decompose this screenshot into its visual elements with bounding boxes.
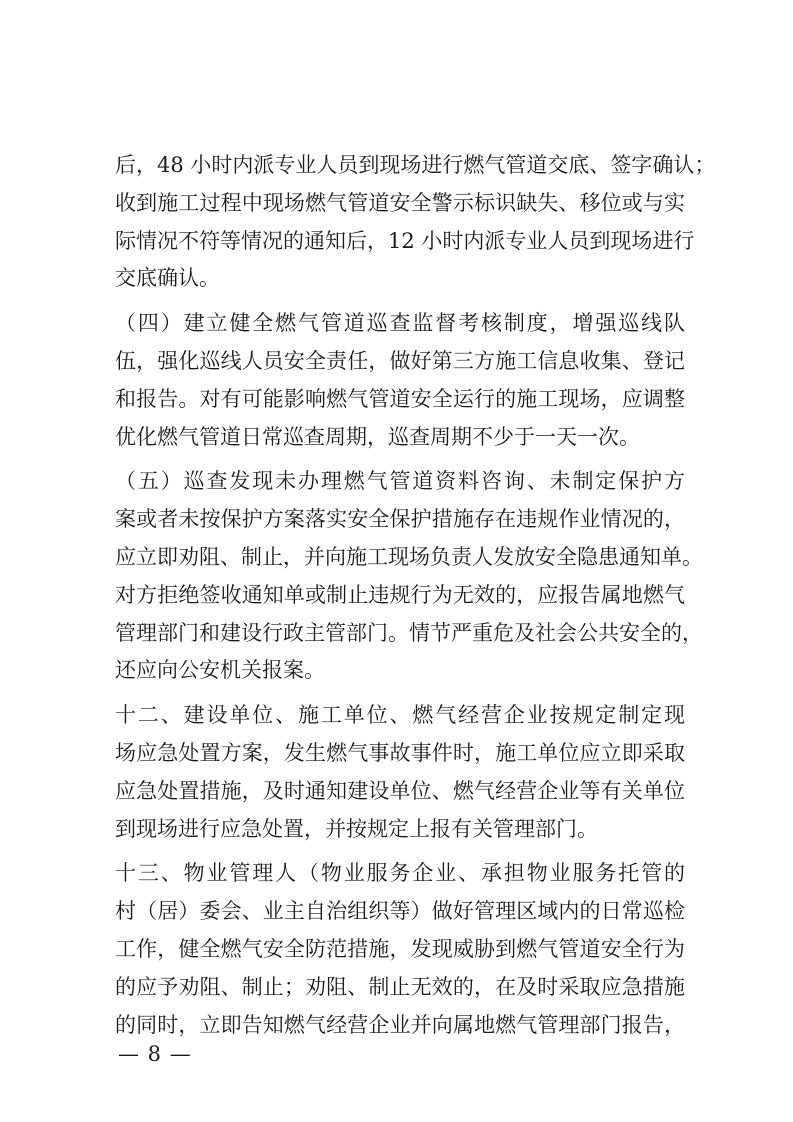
paragraph-continuation: [115, 147, 716, 298]
text-line: （四）建立健全燃气管道巡查监督考核制度，增强巡线队: [115, 311, 685, 336]
paragraph-item-4: [115, 305, 685, 456]
text-line: （五）巡查发现未办理燃气管道资料咨询、未制定保护方: [115, 469, 685, 494]
text-line: 收到施工过程中现场燃气管道安全警示标识缺失、移位或与实: [115, 190, 685, 215]
text-line: 应急处置措施，及时通知建设单位、燃气经营企业等有关单位: [115, 778, 685, 803]
text-line: 的同时，立即告知燃气经营企业并向属地燃气管理部门报告，: [115, 1012, 685, 1037]
text-line: 工作，健全燃气安全防范措施，发现威胁到燃气管道安全行为: [115, 936, 685, 961]
text-line: 应立即劝阻、制止，并向施工现场负责人发放安全隐患通知单。: [115, 544, 703, 569]
text-line: 村（居）委会、业主自治组织等）做好管理区域内的日常巡检: [115, 899, 685, 924]
text-line: 交底确认。: [115, 266, 220, 291]
text-line: 十二、建设单位、施工单位、燃气经营企业按规定制定现: [115, 703, 685, 728]
text-line: 到现场进行应急处置，并按规定上报有关管理部门。: [115, 816, 598, 841]
page-number: — 8 —: [118, 1042, 192, 1066]
text-line: 伍，强化巡线人员安全责任，做好第三方施工信息收集、登记: [115, 348, 685, 373]
text-line: 对方拒绝签收通知单或制止违规行为无效的，应报告属地燃气: [115, 582, 685, 607]
text-line: 还应向公安机关报案。: [115, 658, 325, 683]
text-line: 管理部门和建设行政主管部门。情节严重危及社会公共安全的，: [115, 620, 703, 645]
section-12: [115, 697, 685, 848]
text-line: 十三、物业管理人（物业服务企业、承担物业服务托管的: [115, 861, 685, 886]
text-line: 的应予劝阻、制止；劝阻、制止无效的，在及时采取应急措施: [115, 974, 685, 999]
section-13: [115, 855, 685, 1044]
text-line: 优化燃气管道日常巡查周期，巡查周期不少于一天一次。: [115, 424, 640, 449]
paragraph-item-5: [115, 463, 703, 690]
text-line: 际情况不符等情况的通知后，12 小时内派专业人员到现场进行: [115, 228, 695, 253]
text-line: 场应急处置方案，发生燃气事故事件时，施工单位应立即采取: [115, 740, 685, 765]
text-line: 案或者未按保护方案落实安全保护措施存在违规作业情况的，: [115, 507, 685, 532]
text-line: 后，48 小时内派专业人员到现场进行燃气管道交底、签字确认；: [115, 153, 716, 177]
text-line: 和报告。对有可能影响燃气管道安全运行的施工现场，应调整: [115, 386, 685, 411]
document-body: [115, 147, 716, 1044]
